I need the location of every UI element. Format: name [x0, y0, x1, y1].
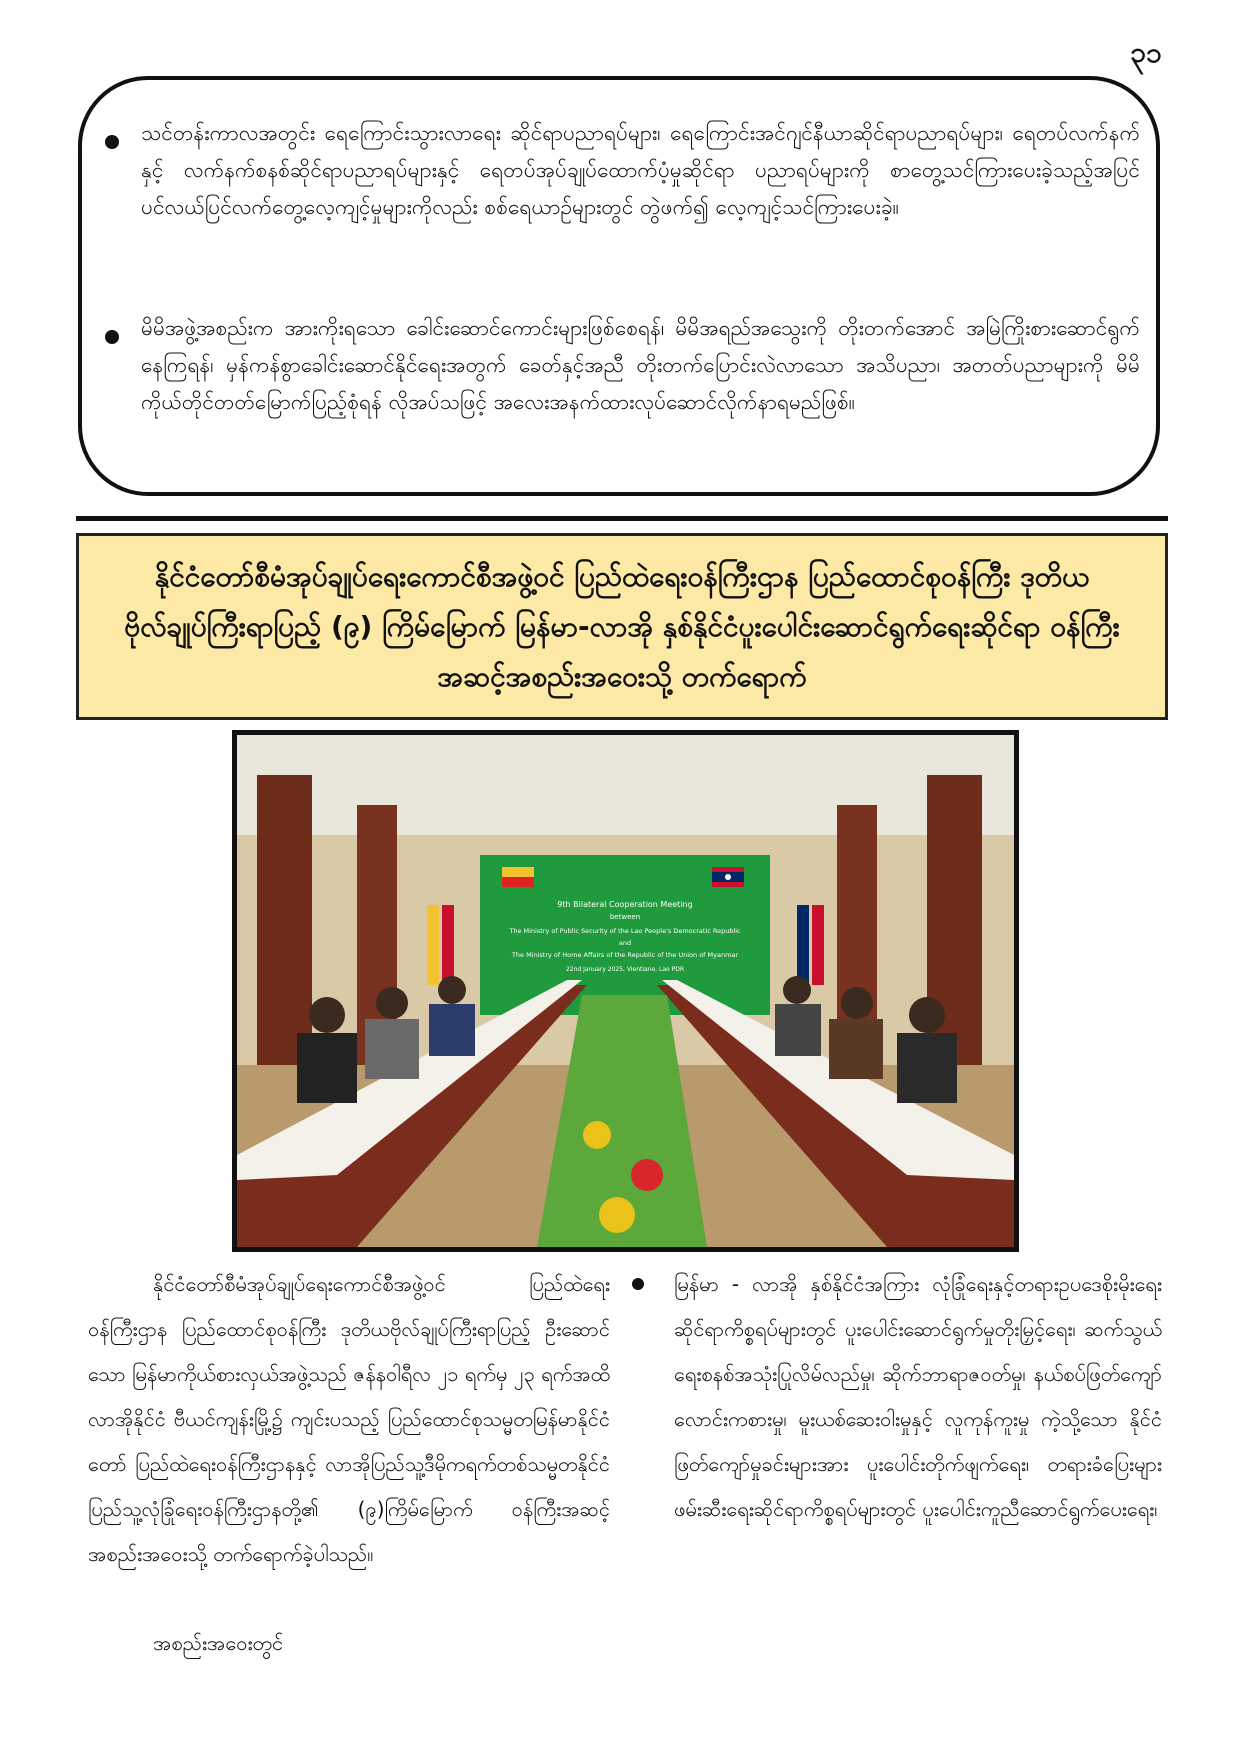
article-headline: နိုင်ငံတော်စီမံအုပ်ချုပ်ရေးကောင်စီအဖွဲ့ဝင် ပြည်ထဲရေးဝန်ကြီးဌာန ပြည်ထောင်စုဝန်ကြီး ဒုတိယဗိုလ်ချုပ်ကြီးရာပြည့် (၉) ကြိမ်မြောက် မြန်မာ-လာအို နှစ်နိုင်ငံပူးပေါင်းဆောင်ရွက်ရေးဆိုင်ရာ ဝန်ကြီးအဆင့်အစည်းအဝေးသို့ တက်ရောက်	[124, 559, 1120, 693]
bullet-item	[632, 1262, 1162, 1532]
body-paragraph-start: အစည်းအဝေးတွင်	[153, 1631, 284, 1655]
right-column	[632, 1262, 1162, 1532]
page-number: ၃၁	[1130, 36, 1162, 69]
bullet-item	[105, 115, 1140, 226]
banner-text: between	[609, 913, 641, 921]
left-column	[88, 1262, 610, 1577]
section-divider	[76, 516, 1168, 521]
banner-text: The Ministry of Home Affairs of the Republic of the Union of Myanmar	[511, 951, 739, 959]
banner-text: The Ministry of Public Security of the Lao People's Democratic Republic	[509, 927, 741, 935]
banner-text: and	[618, 939, 632, 947]
banner-text: 22nd January 2025, Vientiane, Lao PDR	[565, 966, 685, 973]
bullet-text: သင်တန်းကာလအတွင်း ရေကြောင်းသွားလာရေး ဆိုင်ရာပညာရပ်များ၊ ရေကြောင်းအင်ဂျင်နီယာဆိုင်ရာပညာရပ်များ၊ ရေတပ်လက်နက်နှင့် လက်နက်စနစ်ဆိုင်ရာပညာရပ်များနှင့် ရေတပ်အုပ်ချုပ်ထောက်ပံ့မှုဆိုင်ရာ ပညာရပ်များကို စာတွေ့သင်ကြားပေးခဲ့သည့်အပြင် ပင်လယ်ပြင်လက်တွေ့လေ့ကျင့်မှုများကိုလည်း စစ်ရေယာဉ်များတွင် တွဲဖက်၍ လေ့ကျင့်သင်ကြားပေးခဲ့။	[141, 121, 1140, 219]
bullet-dot-icon	[632, 1278, 644, 1290]
bullet-dot-icon	[105, 330, 119, 344]
bullet-dot-icon	[105, 135, 119, 149]
body-paragraph: နိုင်ငံတော်စီမံအုပ်ချုပ်ရေးကောင်စီအဖွဲ့ဝင် ပြည်ထဲရေးဝန်ကြီးဌာန ပြည်ထောင်စုဝန်ကြီး ဒုတိယဗိုလ်ချုပ်ကြီးရာပြည့် ဦးဆောင်သော မြန်မာကိုယ်စားလှယ်အဖွဲ့သည် ဇန်နဝါရီလ ၂၁ ရက်မှ ၂၃ ရက်အထိ လာအိုနိုင်ငံ ဗီယင်ကျန်းမြို့၌ ကျင်းပသည့် ပြည်ထောင်စုသမ္မတမြန်မာနိုင်ငံတော် ပြည်ထဲရေးဝန်ကြီးဌာနနှင့် လာအိုပြည်သူ့ဒီမိုကရက်တစ်သမ္မတနိုင်ငံ ပြည်သူ့လုံခြုံရေးဝန်ကြီးဌာနတို့၏ (၉)ကြိမ်မြောက် ဝန်ကြီးအဆင့်အစည်းအဝေးသို့ တက်ရောက်ခဲ့ပါသည်။	[88, 1272, 610, 1566]
meeting-photo	[232, 730, 1019, 1252]
bullet-text: မိမိအဖွဲ့အစည်းက အားကိုးရသော ခေါင်းဆောင်ကောင်းများဖြစ်စေရန်၊ မိမိအရည်အသွေးကို တိုးတက်အောင် အမြဲကြိုးစားဆောင်ရွက်နေကြရန်၊ မှန်ကန်စွာခေါင်းဆောင်နိုင်ရေးအတွက် ခေတ်နှင့်အညီ တိုးတက်ပြောင်းလဲလာသော အသိပညာ၊ အတတ်ပညာများကို မိမိကိုယ်တိုင်တတ်မြောက်ပြည့်စုံရန် လိုအပ်သဖြင့် အလေးအနက်ထားလုပ်ဆောင်လိုက်နာရမည်ဖြစ်။	[141, 316, 1140, 414]
bullet-item	[105, 310, 1140, 421]
bullet-text: မြန်မာ - လာအို နှစ်နိုင်ငံအကြား လုံခြုံရေးနှင့်တရားဥပဒေစိုးမိုးရေးဆိုင်ရာကိစ္စရပ်များတွင် ပူးပေါင်းဆောင်ရွက်မှုတိုးမြှင့်ရေး၊ ဆက်သွယ်ရေးစနစ်အသုံးပြုလိမ်လည်မှု၊ ဆိုက်ဘာရာဇဝတ်မှု၊ နယ်စပ်ဖြတ်ကျော်လောင်းကစားမှု၊ မူးယစ်ဆေးဝါးမှုနှင့် လူကုန်ကူးမှု ကဲ့သို့သော နိုင်ငံဖြတ်ကျော်မှုခင်းများအား ပူးပေါင်းတိုက်ဖျက်ရေး၊ တရားခံပြေးများဖမ်းဆီးရေးဆိုင်ရာကိစ္စရပ်များတွင် ပူးပေါင်းကူညီဆောင်ရွက်ပေးရေး၊	[674, 1272, 1162, 1521]
banner-text: 9th Bilateral Cooperation Meeting	[557, 900, 693, 909]
meeting-room-illustration	[237, 735, 1014, 1247]
headline-box	[76, 533, 1168, 720]
